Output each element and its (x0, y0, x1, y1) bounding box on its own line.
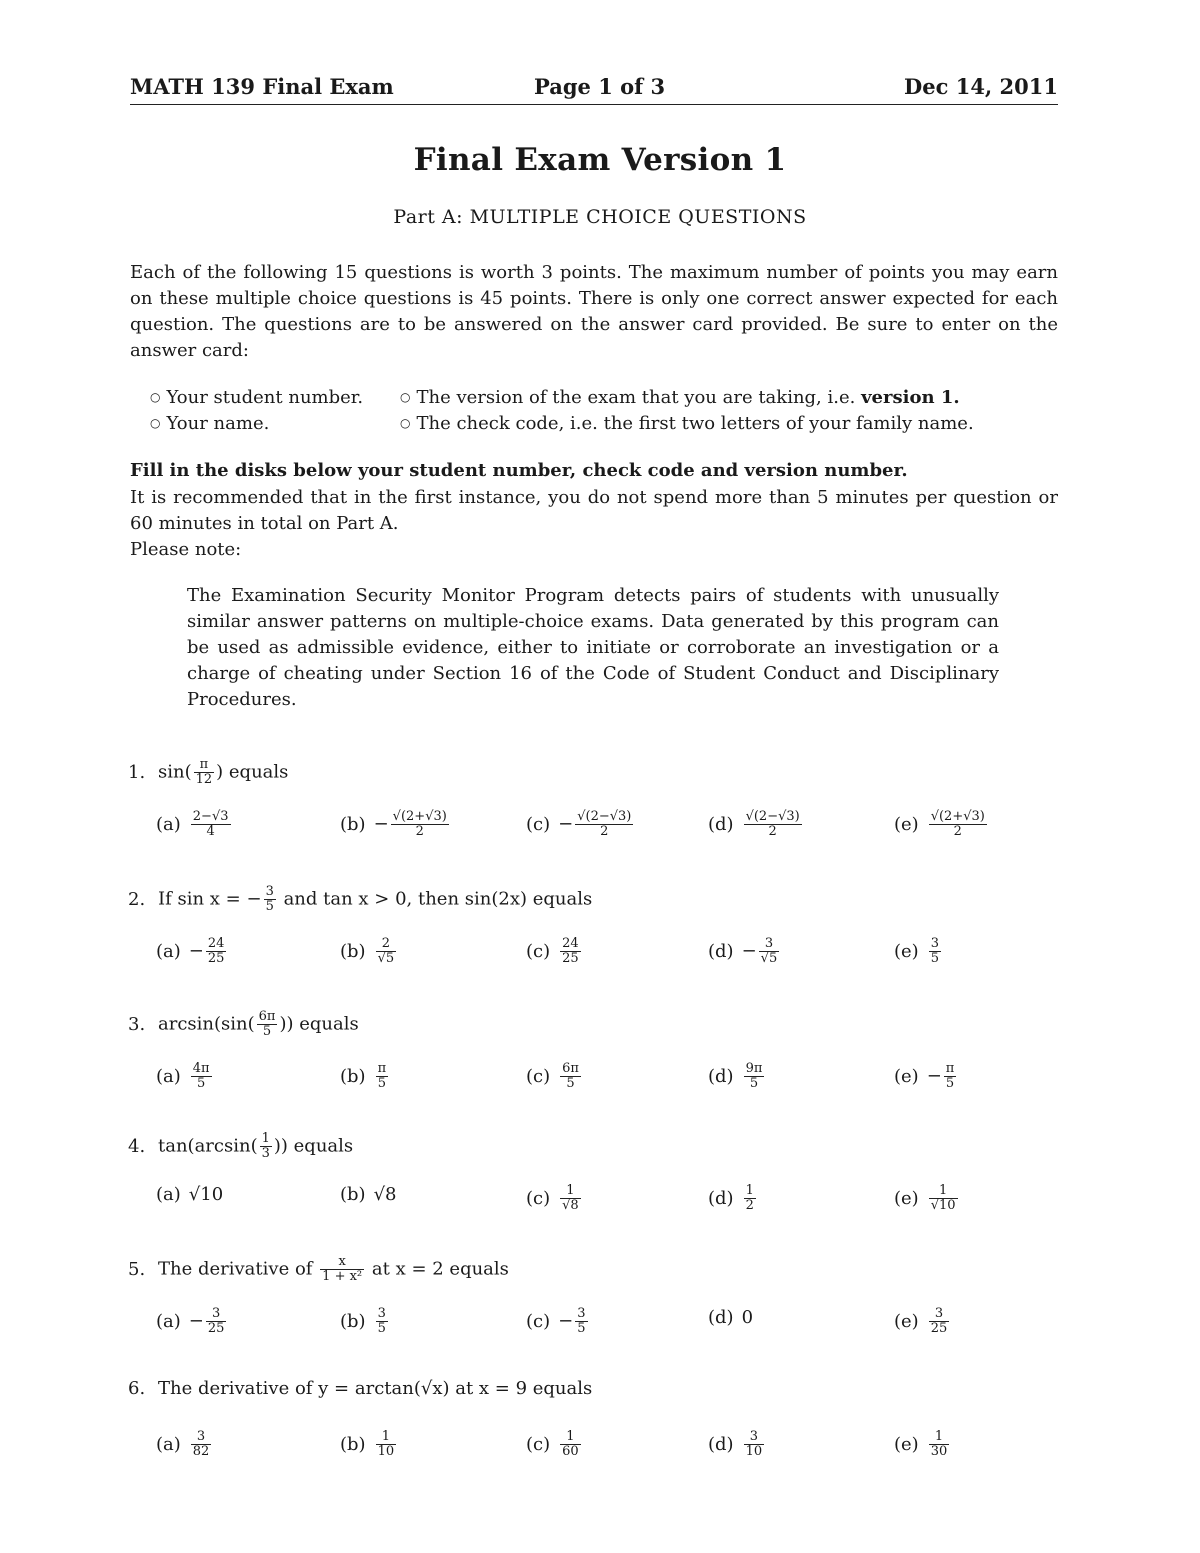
fraction-numerator: 4π (192, 1061, 210, 1076)
choice-label: (c) (526, 1187, 551, 1209)
answer-choice-e (894, 937, 943, 966)
answer-choice-e (894, 810, 989, 839)
answer-choice-a (156, 1184, 223, 1205)
choice-label: (c) (526, 1065, 551, 1087)
stem-text: The derivative of y = arctan(√x) at x = 9 equals (158, 1378, 593, 1399)
stem-text: and tan x > 0, then sin(2x) equals (277, 888, 593, 910)
choice-label: (c) (526, 1310, 551, 1332)
question-number: 5. (128, 1258, 146, 1280)
question-3 (128, 1010, 1058, 1120)
fraction (194, 758, 215, 787)
fraction (575, 810, 633, 839)
choice-sign: − (188, 940, 204, 962)
stem-text: tan(arcsin( (158, 1135, 258, 1157)
fraction-denominator: 2 (600, 824, 609, 839)
fraction-denominator: 30 (930, 1444, 948, 1459)
answer-choice-e (894, 1430, 951, 1459)
stem-text: The derivative of (158, 1258, 319, 1280)
exam-date: Dec 14, 2011 (904, 74, 1058, 99)
question-4 (128, 1132, 1058, 1242)
fraction-numerator: 6π (258, 1009, 276, 1024)
fraction (929, 1184, 958, 1213)
question-6 (128, 1378, 1058, 1488)
page-header (130, 72, 1058, 105)
fraction (320, 1255, 364, 1284)
fraction-numerator: 2 (376, 937, 397, 952)
checklist-item-version: ○ The version of the exam that you are taking, i.e. version 1. (400, 387, 960, 408)
fraction-numerator: π (945, 1061, 955, 1076)
choice-label: (b) (340, 1065, 366, 1087)
fraction (744, 1184, 756, 1213)
fraction-denominator: 5 (265, 899, 274, 914)
fraction (759, 937, 780, 966)
answer-choice-e (894, 1062, 958, 1091)
fraction-numerator: 1 (745, 1183, 754, 1198)
choice-value: 0 (741, 1307, 754, 1328)
choice-sign: − (926, 1065, 942, 1087)
checklist-item-student-number: ○ Your student number. (150, 387, 364, 408)
answer-choice-b (340, 1430, 398, 1459)
stem-text: )) equals (279, 1013, 359, 1035)
fraction-denominator: 5 (377, 1076, 386, 1091)
fraction-denominator: 5 (377, 1321, 386, 1336)
choice-label: (b) (340, 1433, 366, 1455)
choice-label: (a) (156, 813, 181, 835)
fraction-numerator: 24 (562, 936, 579, 951)
fraction-numerator: π (194, 758, 215, 773)
answer-choice-a (156, 1430, 213, 1459)
fraction (560, 1430, 581, 1459)
choice-label: (d) (708, 813, 734, 835)
fraction-numerator: 1 (560, 1430, 581, 1445)
fraction-denominator: 25 (562, 951, 579, 966)
fraction-denominator: 2 (745, 1198, 754, 1213)
fraction-denominator: 12 (195, 772, 213, 787)
answer-choice-a (156, 1062, 214, 1091)
choice-value: √8 (373, 1184, 397, 1205)
fraction (575, 1307, 587, 1336)
fraction (206, 1307, 227, 1336)
choice-label: (e) (894, 1310, 919, 1332)
fraction-numerator: 9π (745, 1061, 763, 1076)
choice-sign: − (558, 813, 574, 835)
fraction-denominator: 4 (206, 824, 215, 839)
fraction (391, 810, 449, 839)
answer-choice-d (708, 1184, 758, 1213)
answer-choice-b (340, 1307, 390, 1336)
answer-choice-c (526, 1062, 583, 1091)
fraction-denominator: 5 (577, 1321, 586, 1336)
fraction-denominator: 5 (930, 951, 939, 966)
fraction (944, 1062, 957, 1091)
fraction-numerator: 3 (191, 1430, 212, 1445)
choice-label: (c) (526, 813, 551, 835)
fraction-numerator: 3 (377, 1306, 386, 1321)
fraction-denominator: √5 (377, 951, 395, 966)
choice-sign: − (558, 1310, 574, 1332)
fraction (260, 1132, 272, 1161)
choice-sign: − (373, 813, 389, 835)
choice-label: (b) (340, 940, 366, 962)
course-title: MATH 139 Final Exam (130, 74, 394, 99)
answer-choice-a (156, 810, 233, 839)
choice-label: (d) (708, 1065, 734, 1087)
choice-label: (e) (894, 1065, 919, 1087)
fraction-numerator: √(2−√3) (745, 809, 800, 824)
fraction (257, 1010, 278, 1039)
answer-choice-a (156, 937, 228, 966)
fraction-denominator: 5 (566, 1076, 575, 1091)
fraction (929, 937, 941, 966)
fraction-numerator: √(2−√3) (577, 809, 632, 824)
answer-choice-b (340, 937, 398, 966)
choice-label: (d) (708, 1433, 734, 1455)
answer-card-checklist (150, 385, 1030, 437)
fraction-numerator: 2−√3 (192, 809, 229, 824)
stem-text: ) equals (216, 761, 289, 783)
stem-text: If sin x = − (158, 888, 262, 910)
bullet-circle-icon: ○ (150, 390, 161, 404)
fraction (191, 810, 231, 839)
fraction (929, 810, 987, 839)
choice-label: (a) (156, 1184, 181, 1205)
answer-choice-e (894, 1307, 951, 1336)
answer-choice-a (156, 1307, 228, 1336)
stem-text: )) equals (273, 1135, 354, 1157)
fraction-numerator: √(2+√3) (392, 809, 447, 824)
exam-title: Final Exam Version 1 (413, 142, 787, 178)
answer-choice-c (526, 1184, 583, 1213)
fraction (929, 1307, 950, 1336)
choice-label: (a) (156, 1433, 181, 1455)
stem-text: sin( (158, 761, 192, 783)
choice-label: (a) (156, 940, 181, 962)
answer-choice-b (340, 1062, 390, 1091)
choice-sign: − (188, 1310, 204, 1332)
fraction-numerator: 3 (265, 884, 274, 899)
fraction-numerator: 1 (376, 1430, 397, 1445)
fraction-numerator: 1 (929, 1430, 950, 1445)
choice-label: (b) (340, 1184, 366, 1205)
answer-choice-c (526, 937, 583, 966)
fraction (376, 937, 397, 966)
fraction (376, 1307, 388, 1336)
fill-disks-instruction: Fill in the disks below your student number, check code and version number. (130, 460, 908, 481)
fraction-numerator: 1 (929, 1184, 958, 1199)
choice-label: (d) (708, 1187, 734, 1209)
question-number: 6. (128, 1378, 146, 1399)
fraction-denominator: 5 (197, 1076, 206, 1091)
answer-choice-e (894, 1184, 960, 1213)
choice-label: (d) (708, 1307, 734, 1328)
checklist-item-check-code: ○ The check code, i.e. the first two letters of your family name. (400, 413, 974, 434)
question-1 (128, 758, 1058, 868)
choice-label: (e) (894, 1187, 919, 1209)
fraction-numerator: 3 (930, 936, 939, 951)
fraction (744, 1430, 765, 1459)
fraction (264, 885, 276, 914)
fraction (744, 810, 802, 839)
fraction (929, 1430, 950, 1459)
answer-choice-d (708, 937, 781, 966)
question-number: 2. (128, 888, 146, 910)
choice-sign: − (741, 940, 757, 962)
question-stem (128, 1132, 353, 1161)
choice-label: (e) (894, 813, 919, 835)
fraction-denominator: 25 (207, 951, 225, 966)
choice-label: (d) (708, 940, 734, 962)
question-stem (128, 1378, 592, 1399)
choice-value: √10 (188, 1184, 224, 1205)
fraction-denominator: 5 (749, 1076, 759, 1091)
fraction-denominator: 60 (562, 1444, 579, 1459)
answer-choice-d (708, 1062, 766, 1091)
answer-choice-b (340, 1184, 397, 1205)
fraction-denominator: 5 (262, 1024, 272, 1039)
fraction-denominator: 5 (945, 1076, 955, 1091)
fraction-numerator: x (320, 1255, 364, 1270)
fraction (191, 1062, 212, 1091)
fraction-numerator: 3 (577, 1306, 586, 1321)
question-stem (128, 1010, 359, 1039)
fraction (206, 937, 227, 966)
fraction-numerator: √(2+√3) (930, 809, 985, 824)
question-5 (128, 1255, 1058, 1365)
fraction-numerator: 24 (207, 936, 225, 951)
question-stem (128, 1255, 509, 1284)
fraction-numerator: 3 (206, 1307, 227, 1322)
fraction-numerator: 6π (562, 1061, 579, 1076)
answer-choice-c (526, 810, 635, 839)
fraction-numerator: π (377, 1061, 387, 1076)
choice-label: (a) (156, 1065, 181, 1087)
fraction-denominator: 2 (768, 824, 777, 839)
page-number: Page 1 of 3 (534, 74, 666, 99)
question-2 (128, 885, 1058, 995)
choice-label: (e) (894, 940, 919, 962)
stem-text: arcsin(sin( (158, 1013, 255, 1035)
answer-choice-c (526, 1307, 590, 1336)
fraction-numerator: 3 (929, 1307, 950, 1322)
choice-label: (e) (894, 1433, 919, 1455)
fraction (191, 1430, 212, 1459)
stem-text: at x = 2 equals (366, 1258, 509, 1280)
answer-choice-c (526, 1430, 583, 1459)
fraction-denominator: √8 (562, 1198, 579, 1213)
fraction-numerator: 1 (261, 1131, 270, 1146)
fraction-denominator: 2 (953, 824, 962, 839)
fraction-denominator: 82 (192, 1444, 210, 1459)
fraction (376, 1062, 389, 1091)
fraction (560, 1062, 581, 1091)
fraction-denominator: 3 (261, 1146, 270, 1161)
fraction (560, 1184, 581, 1213)
part-subtitle: Part A: MULTIPLE CHOICE QUESTIONS (393, 206, 807, 228)
time-recommendation: It is recommended that in the first instance, you do not spend more than 5 minutes per question or 60 minutes in total on Part A. (130, 487, 1058, 534)
choice-label: (c) (526, 940, 551, 962)
question-number: 3. (128, 1013, 146, 1035)
fraction-denominator: 25 (207, 1321, 225, 1336)
fraction-denominator: 10 (745, 1444, 763, 1459)
answer-choice-d (708, 1307, 753, 1328)
answer-choice-d (708, 810, 804, 839)
question-stem (128, 885, 592, 914)
fraction-numerator: 3 (744, 1430, 765, 1445)
bullet-circle-icon: ○ (400, 390, 411, 404)
question-number: 4. (128, 1135, 146, 1157)
security-notice: The Examination Security Monitor Program detects pairs of students with unusually similar answer patterns on multiple-choice exams. Data generated by this program can be used as admissible evidence, either to initiate or corroborate an investigation or a charge of cheating under Section 16 of the Code of Student Conduct and Disciplinary Procedures. (187, 585, 999, 710)
fraction-numerator: 1 (560, 1184, 581, 1199)
bullet-circle-icon: ○ (400, 416, 411, 430)
choice-label: (b) (340, 1310, 366, 1332)
answer-choice-d (708, 1430, 766, 1459)
fraction (744, 1062, 765, 1091)
question-number: 1. (128, 761, 146, 783)
fraction (560, 937, 581, 966)
question-stem (128, 758, 288, 787)
please-note-label: Please note: (130, 539, 242, 560)
fraction-denominator: 10 (377, 1444, 395, 1459)
fraction-denominator: √5 (760, 951, 778, 966)
bullet-circle-icon: ○ (150, 416, 161, 430)
intro-paragraph: Each of the following 15 questions is worth 3 points. The maximum number of points you may earn on these multiple choice questions is 45 points. There is only one correct answer expected for each question. The questions are to be answered on the answer card provided. Be sure to enter on the answer card: (130, 262, 1058, 361)
fraction-denominator: 2 (415, 824, 424, 839)
answer-choice-b (340, 810, 451, 839)
choice-label: (c) (526, 1433, 551, 1455)
fraction-numerator: 3 (759, 937, 780, 952)
fraction-denominator: 25 (930, 1321, 948, 1336)
fraction (376, 1430, 397, 1459)
fraction-denominator: √10 (930, 1198, 956, 1213)
checklist-item-name: ○ Your name. (150, 413, 270, 434)
choice-label: (b) (340, 813, 366, 835)
choice-label: (a) (156, 1310, 181, 1332)
fraction-denominator: 1 + x² (322, 1269, 363, 1284)
